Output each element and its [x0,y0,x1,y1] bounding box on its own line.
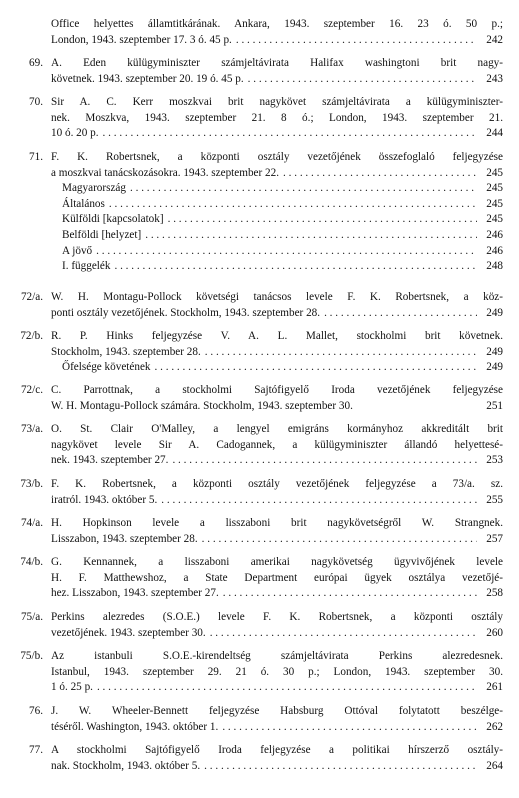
toc-entry [0,743,519,774]
page-number: 242 [486,33,503,46]
entry-text-line [51,306,503,322]
page-number: 249 [486,361,503,374]
entry-text-line [51,759,503,775]
entry-text: W. H. Montagu-Pollock számára. Stockholm, 1943. szeptember 30. [51,399,353,412]
entry-text-line [51,399,503,415]
dot-leader [103,126,477,142]
page-number: 260 [486,626,503,639]
entry-text-line [51,493,503,509]
document-number: 73/a. [20,423,43,435]
document-number: 74/a. [20,517,43,529]
document-number: 70. [29,96,43,108]
document-number: 75/b. [20,650,43,662]
subitem-label: A jövő [62,244,93,257]
entry-text-line: Perkins alezredes (S.O.E.) levele F. K. Robertsnek, a központi osztály [51,611,503,623]
dot-leader [97,680,477,696]
entry-text-line [51,166,503,182]
page-number: 255 [486,493,503,506]
entry-text-line: Az istanbuli S.O.E.-kirendeltség számjeltávirata Perkins alezredesnek. [51,650,503,662]
page-number: 244 [486,127,503,140]
document-number: 72/b. [20,330,43,342]
page-number: 249 [486,306,503,319]
entry-text-line [51,72,503,88]
dot-leader [223,586,477,602]
entry-text: hez. Lisszabon, 1943. szeptember 27. [51,587,219,600]
dot-leader [172,453,477,469]
dot-leader [236,33,477,49]
toc-entry [0,422,519,469]
entry-text: nak. Stockholm, 1943. október 5. [51,759,201,772]
entry-text: 1 ó. 25 p. [51,681,93,694]
entry-text-line: H. Hopkinson levele a lisszaboni brit nagykövetségről W. Strangnek. [51,517,503,529]
entry-text: nek. 1943. szeptember 27. [51,454,169,467]
toc-entry [0,329,519,376]
entry-text: Stockholm, 1943. szeptember 28. [51,345,201,358]
document-number: 72/a. [20,291,43,303]
page-number: 248 [486,260,503,273]
entry-text-line: W. H. Montagu-Pollock követségi tanácsos levele F. K. Robertsnek, a köz- [51,291,503,303]
page-number: 264 [486,759,503,772]
dot-leader [161,493,477,509]
toc-entry [0,704,519,735]
page-number: 243 [486,72,503,85]
dot-leader [114,259,477,275]
entry-text: Lisszabon, 1943. szeptember 28. [51,532,198,545]
page-number: 262 [486,720,503,733]
page-number: 245 [486,182,503,195]
page-number: 253 [486,454,503,467]
toc-entry [0,610,519,641]
entry-text-line [51,586,503,602]
dot-leader [204,759,477,775]
entry-text-line [51,345,503,361]
dot-leader [222,720,477,736]
entry-text: téséről. Washington, 1943. október 1. [51,720,219,733]
entry-text-line: A stockholmi Sajtófigyelő Iroda feljegyzése a politikai hírszerző osztály- [51,744,503,756]
entry-text: 10 ó. 20 p. [51,127,99,140]
dot-leader [96,244,477,260]
entry-text-line [51,720,503,736]
toc-entry [0,95,519,142]
subitem-label: I. függelék [62,260,111,273]
entry-text-line: J. W. Wheeler-Bennett feljegyzése Habsburg Ottóval folytatott beszélge- [51,705,503,717]
toc-entry [0,516,519,547]
page-number: 257 [486,532,503,545]
toc-entry [0,383,519,414]
subitem-line [62,244,503,260]
entry-text-line [51,33,503,49]
toc-entry [0,477,519,508]
entry-text-line [51,126,503,142]
toc-entry [0,555,519,602]
document-number: 76. [29,705,43,717]
document-number: 73/b. [20,478,43,490]
entry-text-line: Office helyettes államtitkárának. Ankara, 1943. szeptember 16. 23 ó. 50 p.; [51,18,503,30]
document-number: 74/b. [20,556,43,568]
dot-leader [248,72,477,88]
dot-leader [168,212,477,228]
entry-text: követnek. 1943. szeptember 20. 19 ó. 45 p. [51,72,244,85]
document-number: 77. [29,744,43,756]
dot-leader [283,166,477,182]
entry-text-line: C. Parrottnak, a stockholmi Sajtófigyelő Iroda vezetőjének feljegyzése [51,384,503,396]
subitem-label: Általános [62,197,105,210]
page-number: 246 [486,228,503,241]
dot-leader [202,532,477,548]
document-number: 69. [29,57,43,69]
entry-text: iratról. 1943. október 5. [51,493,158,506]
page-number: 246 [486,244,503,257]
subitem-line [62,212,503,228]
subitem-line [62,259,503,275]
page-number: 245 [486,166,503,179]
subitem-label: Belföldi [helyzet] [62,228,142,241]
subitem-label: Magyarország [62,182,126,195]
subitem-label: Külföldi [kapcsolatok] [62,213,164,226]
entry-text: vezetőjének. 1943. szeptember 30. [51,626,206,639]
page-number: 249 [486,345,503,358]
dot-leader [155,360,477,376]
toc-entry [0,290,519,321]
entry-text-line: F. K. Robertsnek, a központi osztály vezetőjének összefoglaló feljegyzése [51,151,503,163]
entry-text-line [51,626,503,642]
subitem-label: Őfelsége követének [62,361,151,374]
dot-leader [145,228,477,244]
toc-entry [0,17,519,48]
subitem-line [62,197,503,213]
entry-text-line: H. F. Matthewshoz, a State Department európai ügyek osztálya vezetőjé- [51,571,503,584]
entry-text-line: O. St. Clair O'Malley, a lengyel emigráns kormányhoz akkreditált brit [51,423,503,435]
entry-text: a moszkvai tanácskozásokra. 1943. szeptember 22. [51,166,280,179]
entry-text-line: A. Eden külügyminiszter számjeltávirata Halifax washingtoni brit nagy- [51,57,503,69]
page-number: 261 [486,681,503,694]
toc-entry [0,649,519,696]
entry-text-line: G. Kennannek, a lisszaboni amerikai nagykövetség ügyvivőjének levele [51,556,503,568]
entry-text-line [51,453,503,469]
dot-leader [210,626,477,642]
entry-text-line: nek. Moszkva, 1943. szeptember 21. 8 ó.; London, 1943. szeptember 21. [51,111,503,124]
subitem-line [62,181,503,197]
dot-leader [324,306,477,322]
entry-text-line: nagykövet levele Sir A. Cadogannek, a külügyminiszter állandó helyettesé- [51,438,503,451]
subitem-line [62,228,503,244]
dot-leader [109,197,477,213]
entry-text-line [51,680,503,696]
dot-leader [205,345,477,361]
document-number: 75/a. [20,611,43,623]
entry-text: ponti osztály vezetőjének. Stockholm, 1943. szeptember 28. [51,306,321,319]
entry-text-line [51,532,503,548]
subitem-line [62,360,503,376]
page-number: 251 [486,399,503,412]
page-number: 245 [486,213,503,226]
document-number: 72/c. [20,384,43,396]
dot-leader [130,181,477,197]
page-number: 245 [486,197,503,210]
document-number: 71. [29,151,43,163]
entry-text-line: R. P. Hinks feljegyzése V. A. L. Mallet, stockholmi brit követnek. [51,330,503,342]
page-number: 258 [486,587,503,600]
entry-text-line: F. K. Robertsnek, a központi osztály vezetőjének feljegyzése a 73/a. sz. [51,478,503,490]
entry-text-line: Istanbul, 1943. szeptember 29. 21 ó. 30 p.; London, 1943. szeptember 30. [51,665,503,678]
entry-text-line: Sir A. C. Kerr moszkvai brit nagykövet számjeltávirata a külügyminiszter- [51,96,503,108]
toc-entry [0,150,519,275]
entry-text: London, 1943. szeptember 17. 3 ó. 45 p. [51,33,232,46]
toc-entry [0,56,519,87]
